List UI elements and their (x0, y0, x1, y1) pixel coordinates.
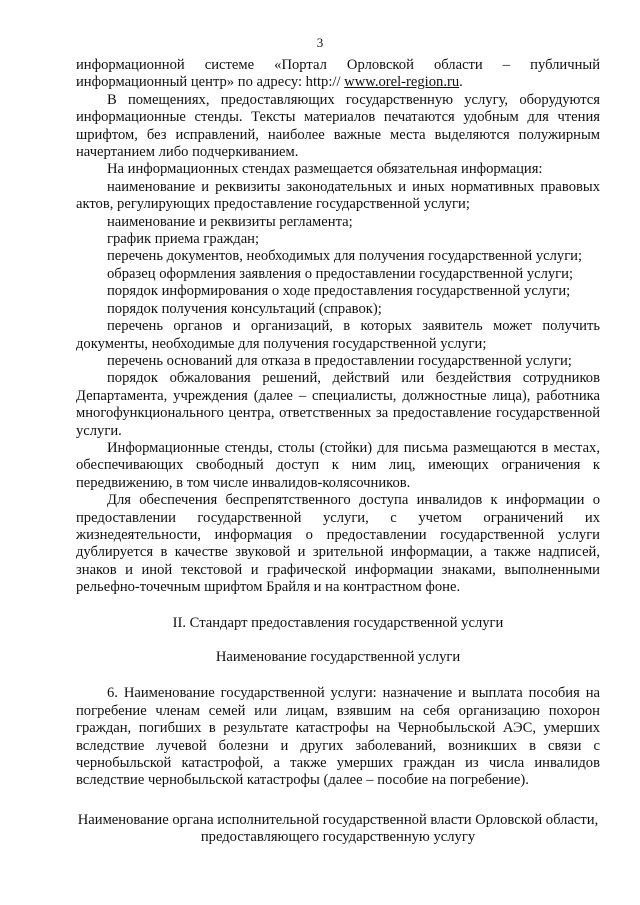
section-heading: II. Стандарт предоставления государственной услуги (172, 614, 504, 631)
list-item: наименование и реквизиты законодательных и иных нормативных правовых актов, регулирующих предоставление государственной услуги; (76, 178, 600, 213)
info-stands-access-paragraph: Информационные стенды, столы (стойки) для письма размещаются в местах, обеспечивающих свободный доступ к ним лиц, имеющих ограничения к передвижению, в том числе инвалидов-колясочников. (76, 439, 600, 491)
service-name-paragraph: 6. Наименование государственной услуги: назначение и выплата пособия на погребение членам семей или лицам, взявшим на себя организацию похорон граждан, погибших в результате катастрофы на Чернобыльской АЭС, умерших вследствие лучевой болезни и других заболеваний, возникших в связи с чернобыльской катастрофой, а также умерших граждан из числа инвалидов вследствие чернобыльской катастрофы (далее – пособие на погребение). (76, 685, 600, 789)
required-info-paragraph: На информационных стендах размещается обязательная информация: (107, 161, 543, 178)
list-item: перечень оснований для отказа в предоставлении государственной услуги; (107, 352, 572, 369)
stands-paragraph: В помещениях, предоставляющих государственную услугу, оборудуются информационные стенды. Тексты материалов печатаются удобным для чтения шрифтом, без исправлений, наиболее важные места выделяются полужирным начертанием либо подчеркиванием. (76, 91, 600, 161)
subsection-heading-authority: Наименование органа исполнительной государственной власти Орловской области, предоставляющего государственную услугу (77, 811, 599, 846)
list-item: наименование и реквизиты регламента; (107, 213, 353, 230)
list-item: перечень органов и организаций, в которых заявитель может получить документы, необходимые для получения государственной услуги; (76, 318, 600, 352)
list-item: порядок получения консультаций (справок); (107, 300, 382, 317)
intro-end: . (459, 74, 463, 91)
website-link[interactable]: www.orel-region.ru (344, 74, 460, 91)
intro-text: информационной системе «Портал Орловской области – публичный информационный центр» по адресу: http:// (76, 57, 600, 91)
list-item: порядок информирования о ходе предоставления государственной услуги; (107, 283, 571, 300)
list-item: график приема граждан; (107, 231, 260, 248)
intro-paragraph (76, 57, 600, 92)
accessibility-paragraph: Для обеспечения беспрепятственного доступа инвалидов к информации о предоставлении государственной услуги, с учетом ограничений их жизнедеятельности, информация о предоставлении государственной услуги дублируется в качестве звуковой и зрительной информации, а также надписей, знаков и иной текстовой и графической информации знаками, выполненными рельефно-точечным шрифтом Брайля и на контрастном фоне. (76, 492, 600, 596)
subsection-heading: Наименование государственной услуги (215, 649, 461, 665)
list-item: образец оформления заявления о предоставлении государственной услуги; (107, 265, 574, 282)
page-number: 3 (316, 35, 324, 50)
list-item: перечень документов, необходимых для получения государственной услуги; (107, 248, 583, 265)
document-body (76, 57, 600, 847)
list-item: порядок обжалования решений, действий или бездействия сотрудников Департамента, учреждения (далее – специалисты, должностные лица), работника многофункционального центра, ответственных за предоставление государственной услуги. (76, 370, 600, 439)
